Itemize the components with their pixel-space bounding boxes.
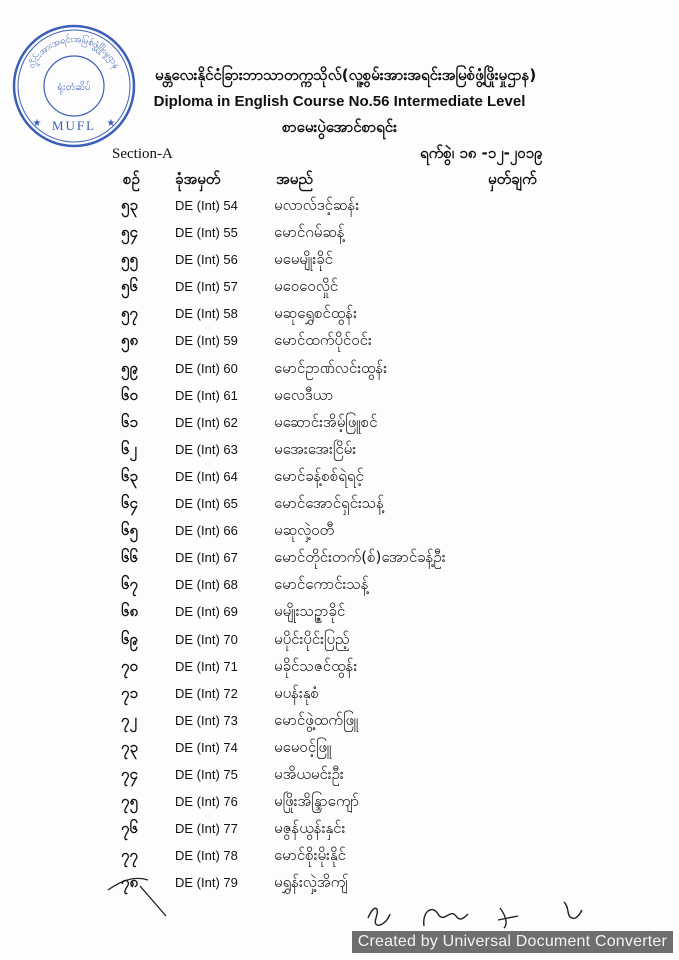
column-header-no: စဉ် <box>123 170 140 188</box>
roll-number: DE (Int) 64 <box>175 468 238 484</box>
table-row <box>0 384 679 411</box>
roll-number: DE (Int) 72 <box>175 685 238 701</box>
student-name: မအေးအေးငြိမ်း <box>274 439 357 458</box>
roll-number: DE (Int) 70 <box>175 631 238 647</box>
row-number: ၆၃ <box>121 466 138 485</box>
row-number: ၇၇ <box>121 846 138 865</box>
table-row <box>0 655 679 682</box>
row-number: ၇၀ <box>121 656 138 675</box>
roll-number: DE (Int) 62 <box>175 414 238 430</box>
result-list-title: စာမေးပွဲအောင်စာရင်း <box>282 118 397 136</box>
student-name: မမျိုးသဥ္ဇာခိုင် <box>274 602 346 621</box>
roll-number: DE (Int) 61 <box>175 387 238 403</box>
student-name: မမေမျိုးခိုင် <box>274 250 333 269</box>
row-number: ၆၄ <box>121 494 138 513</box>
signature-marks <box>360 896 590 932</box>
converter-watermark: Created by Universal Document Converter <box>352 931 673 953</box>
row-number: ၇၈ <box>121 873 139 892</box>
roll-number: DE (Int) 75 <box>175 766 238 782</box>
student-name: မောင်ခန့်စစ်ရဲရင့် <box>274 466 364 485</box>
seal-star-icon: ★ <box>106 118 116 129</box>
roll-number: DE (Int) 59 <box>175 333 238 349</box>
row-number: ၆၈ <box>121 602 139 621</box>
organization-title: မန္တလေးနိုင်ငံခြားဘာသာတက္ကသိုလ်(လူ့စွမ်းအားအရင်းအမြစ်ဖွံ့ဖြိုးမှုဌာန) <box>155 66 537 84</box>
row-number: ၅၅ <box>121 250 138 269</box>
student-name: မောင်ဖွဲ့ထက်ဖြူ <box>274 710 359 729</box>
seal-star-icon: ★ <box>32 118 42 129</box>
roll-number: DE (Int) 77 <box>175 821 238 837</box>
row-number: ၇၃ <box>121 737 138 756</box>
student-name: မခိုင်သဇင်ထွန်း <box>274 656 358 675</box>
result-table <box>0 194 679 898</box>
student-name: မလာလ်ဒင့်ဆန်း <box>274 196 360 214</box>
column-header-roll: ခုံအမှတ် <box>175 170 221 188</box>
student-name: မောင်စိုးမိုးနိုင် <box>274 846 346 865</box>
column-header-name: အမည် <box>276 170 313 188</box>
student-name: မဆုလှဲ့ဝတီ <box>274 521 335 540</box>
svg-text:လှိုင်းအားအရင်းအမြစ်ဖွံ့ဖြိုးမ <box>26 34 121 71</box>
student-name: မောင်ကောင်းသန့် <box>274 575 369 594</box>
row-number: ၆၂ <box>121 439 137 458</box>
table-row <box>0 573 679 600</box>
student-name: မောင်တိုင်းတက်(စ်)အောင်ခန့်ဦး <box>274 548 446 567</box>
table-row <box>0 709 679 736</box>
table-row <box>0 682 679 709</box>
table-row <box>0 519 679 546</box>
roll-number: DE (Int) 69 <box>175 604 238 620</box>
student-name: မောင်ထက်ပိုင်ဝင်း <box>274 331 372 350</box>
student-name: မအိယမင်းဦး <box>274 764 344 783</box>
student-name: မလေဒီယာ <box>274 385 334 404</box>
column-header-remark: မှတ်ချက် <box>488 170 537 188</box>
table-row <box>0 357 679 384</box>
student-name: မဇွန်ယွန်းနှင်း <box>274 819 346 838</box>
row-number: ၅၆ <box>121 277 138 296</box>
roll-number: DE (Int) 60 <box>175 360 238 376</box>
row-number: ၅၄ <box>121 223 138 242</box>
row-number: ၇၁ <box>121 683 138 702</box>
table-row <box>0 492 679 519</box>
student-name: မဝေဝေလှိုင် <box>274 277 339 296</box>
table-row <box>0 628 679 655</box>
seal-bottom-text: MUFL <box>51 118 97 133</box>
roll-number: DE (Int) 67 <box>175 550 238 566</box>
roll-number: DE (Int) 56 <box>175 252 238 268</box>
table-row <box>0 546 679 573</box>
roll-number: DE (Int) 63 <box>175 441 238 457</box>
row-strike-mark <box>100 872 170 922</box>
student-name: မပိုင်းပိုင်းပြည့် <box>274 629 350 648</box>
student-name: မောင်အောင်ရှင်းသန့် <box>274 494 385 513</box>
table-row <box>0 736 679 763</box>
roll-number: DE (Int) 71 <box>175 658 238 674</box>
student-name: မပန်းနုစံ <box>274 683 319 702</box>
table-row <box>0 248 679 275</box>
roll-number: DE (Int) 54 <box>175 198 238 213</box>
roll-number: DE (Int) 76 <box>175 794 238 810</box>
roll-number: DE (Int) 79 <box>175 875 238 891</box>
seal-center-text: ရုံးတံဆိပ် <box>57 82 91 93</box>
student-name: မောင်ဥာဏ်လင်းထွန်း <box>274 358 388 377</box>
row-number: ၇၆ <box>121 819 138 838</box>
table-row <box>0 221 679 248</box>
table-row <box>0 600 679 627</box>
section-label: Section-A <box>112 146 173 162</box>
table-row <box>0 763 679 790</box>
roll-number: DE (Int) 78 <box>175 848 238 864</box>
table-row <box>0 817 679 844</box>
table-row <box>0 194 679 221</box>
row-number: ၆၀ <box>121 385 138 404</box>
roll-number: DE (Int) 58 <box>175 306 238 322</box>
roll-number: DE (Int) 65 <box>175 496 238 512</box>
student-name: မမေဝင့်ဖြူ <box>274 737 332 756</box>
row-number: ၇၄ <box>121 764 138 783</box>
roll-number: DE (Int) 66 <box>175 523 238 539</box>
table-row <box>0 411 679 438</box>
table-row <box>0 790 679 817</box>
table-row <box>0 275 679 302</box>
table-row <box>0 302 679 329</box>
row-number: ၆၇ <box>121 575 138 594</box>
row-number: ၆၉ <box>121 629 138 648</box>
student-name: မောင်ဂမ်ဆန့် <box>274 223 345 242</box>
student-name: မရွှန်းလှဲ့အိကျ် <box>274 873 348 892</box>
row-number: ၇၂ <box>121 710 137 729</box>
row-number: ၆၆ <box>121 548 138 567</box>
course-title: Diploma in English Course No.56 Intermediate Level <box>153 93 526 110</box>
row-number: ၇၅ <box>121 792 138 811</box>
student-name: မဆောင်းအိမ့်ဖြူစင် <box>274 412 378 431</box>
table-row <box>0 844 679 871</box>
table-row <box>0 465 679 492</box>
roll-number: DE (Int) 68 <box>175 577 238 593</box>
table-row <box>0 438 679 465</box>
student-name: မဆုရွှေစင်ထွန်း <box>274 304 357 323</box>
row-number: ၅၈ <box>121 331 139 350</box>
row-number: ၅၉ <box>121 358 138 377</box>
table-row <box>0 329 679 356</box>
student-name: မဖြိုးအိန္ဒြာကျော် <box>274 792 360 811</box>
row-number: ၆၅ <box>121 521 138 540</box>
row-number: ၅၃ <box>121 196 138 214</box>
roll-number: DE (Int) 73 <box>175 712 238 728</box>
seal-top-text: လှိုင်းအားအရင်းအမြစ်ဖွံ့ဖြိုးမှုဌာန <box>27 34 121 71</box>
row-number: ၆၁ <box>121 412 138 431</box>
roll-number: DE (Int) 57 <box>175 279 238 295</box>
row-number: ၅၇ <box>121 304 138 323</box>
roll-number: DE (Int) 55 <box>175 225 238 241</box>
document-date: ရက်စွဲ၊ ၁၈ -၁၂-၂၀၁၉ <box>420 144 543 162</box>
roll-number: DE (Int) 74 <box>175 739 238 755</box>
